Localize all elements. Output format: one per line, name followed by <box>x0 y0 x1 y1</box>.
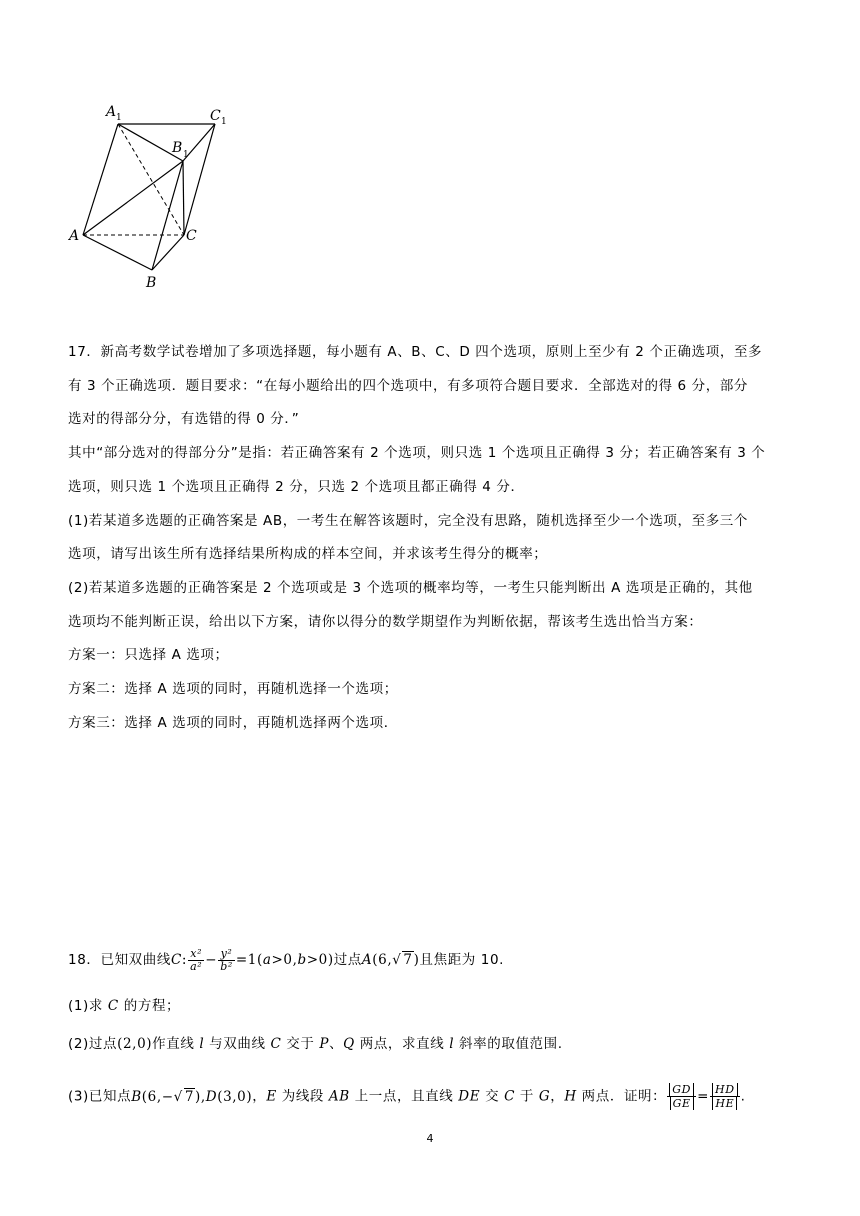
q17-line-6: (1)若某道多选题的正确答案是 AB，一考生在解答该题时，完全没有思路，随机选择至少一个选项，至多三个 <box>68 513 749 529</box>
q17-line-8: (2)若某道多选题的正确答案是 2 个选项或是 3 个选项的概率均等，一考生只能判断出 A 选项是正确的，其他 <box>68 580 753 596</box>
page-number: 4 <box>426 1132 434 1145</box>
q18-part-3-text-h: . <box>740 1088 746 1105</box>
label-c: C <box>186 228 197 244</box>
q17-option-1: 方案一：只选择 A 选项； <box>68 647 229 663</box>
prism-figure <box>64 96 254 296</box>
q18-part-1-text-a: (1)求 <box>68 998 104 1014</box>
q18-intro <box>68 948 504 973</box>
label-a: A <box>69 228 80 244</box>
q18-part-3-text-e: 交 <box>485 1088 500 1105</box>
q17-line-5: 选项，则只选 1 个选项且正确得 2 分，只选 2 个选项且都正确得 4 分． <box>68 479 525 495</box>
q18-part-2-text-f: 斜率的取值范围. <box>459 1036 563 1052</box>
q18-part-3-text-a: (3)已知点 <box>68 1088 132 1105</box>
label-b1-sub: 1 <box>183 150 189 160</box>
q17-line-7: 选项，请写出该生所有选择结果所构成的样本空间，并求该考生得分的概率； <box>68 546 548 562</box>
q18-part-2: (2)过点(2,0)作直线 l 与双曲线 C 交于 P、Q 两点，求直线 l 斜率的取值范围. <box>68 1036 563 1052</box>
q18-part-2-text-c: 与双曲线 <box>209 1036 266 1052</box>
q18-intro-text-a: 18．已知双曲线 <box>68 952 171 968</box>
hyperbola-equation: C: $\frac{\text{x²}}{\text{a²}}$ − $\frac{\text{y²}}{\text{b²}}$ =1(a>0,b>0) <box>170 947 334 973</box>
q18-part-2-text-b: 作直线 <box>152 1036 195 1052</box>
q17-line-4: 其中“部分选对的得部分分”是指：若正确答案有 2 个选项，则只选 1 个选项且正确得 3 分；若正确答案有 3 个 <box>68 445 766 461</box>
q17-line-3: 选对的得部分分，有选错的得 0 分．” <box>68 411 300 427</box>
q18-part-2-text-a: (2)过点 <box>68 1036 118 1052</box>
q17-line-1: 17．新高考数学试卷增加了多项选择题，每小题有 A、B、C、D 四个选项，原则上至少有 2 个正确选项，至多 <box>68 344 763 360</box>
q18-part-3-text-f: 于 <box>519 1088 534 1105</box>
q17-option-2: 方案二：选择 A 选项的同时，再随机选择一个选项； <box>68 681 398 697</box>
q18-part-1: (1)求 C 的方程； <box>68 998 181 1014</box>
label-c1-sub: 1 <box>221 117 227 127</box>
q18-part-1-text-b: 的方程； <box>123 998 181 1014</box>
label-a1: A <box>106 104 117 120</box>
point-a: A(6,√ 7) <box>361 952 420 968</box>
q18-part-2-text-d: 交于 <box>286 1036 315 1052</box>
q17-line-9: 选项均不能判断正误，给出以下方案，请你以得分的数学期望作为判断依据，帮该考生选出恰当方案： <box>68 614 703 630</box>
q18-intro-text-c: 且焦距为 10. <box>419 952 505 968</box>
label-b1: B <box>172 140 183 156</box>
q18-intro-text-b: 过点 <box>333 952 362 968</box>
q18-part-3-text-d: 上一点，且直线 <box>354 1088 454 1105</box>
q18-part-3: (3)已知点B(6,−√ 7),D(3,0)，E 为线段 AB 上一点，且直线 DE 交 C 于 G，H 两点．证明： $\frac{GD}{GE}$ = $\frac{HD}{HE}$ . <box>68 1083 746 1110</box>
q17-line-2: 有 3 个正确选项．题目要求：“在每小题给出的四个选项中，有多项符合题目要求．全部选对的得 6 分，部分 <box>68 378 749 394</box>
q18-part-3-text-b: ， <box>252 1088 267 1105</box>
q18-part-2-text-e: 两点，求直线 <box>359 1036 445 1052</box>
q18-part-3-text-c: 为线段 <box>281 1088 325 1105</box>
label-b: B <box>146 275 157 291</box>
q18-part-3-text-g: 两点．证明： <box>581 1088 667 1105</box>
label-a1-sub: 1 <box>116 113 122 123</box>
q17-option-3: 方案三：选择 A 选项的同时，再随机选择两个选项． <box>68 715 398 731</box>
label-c1: C <box>210 108 221 124</box>
